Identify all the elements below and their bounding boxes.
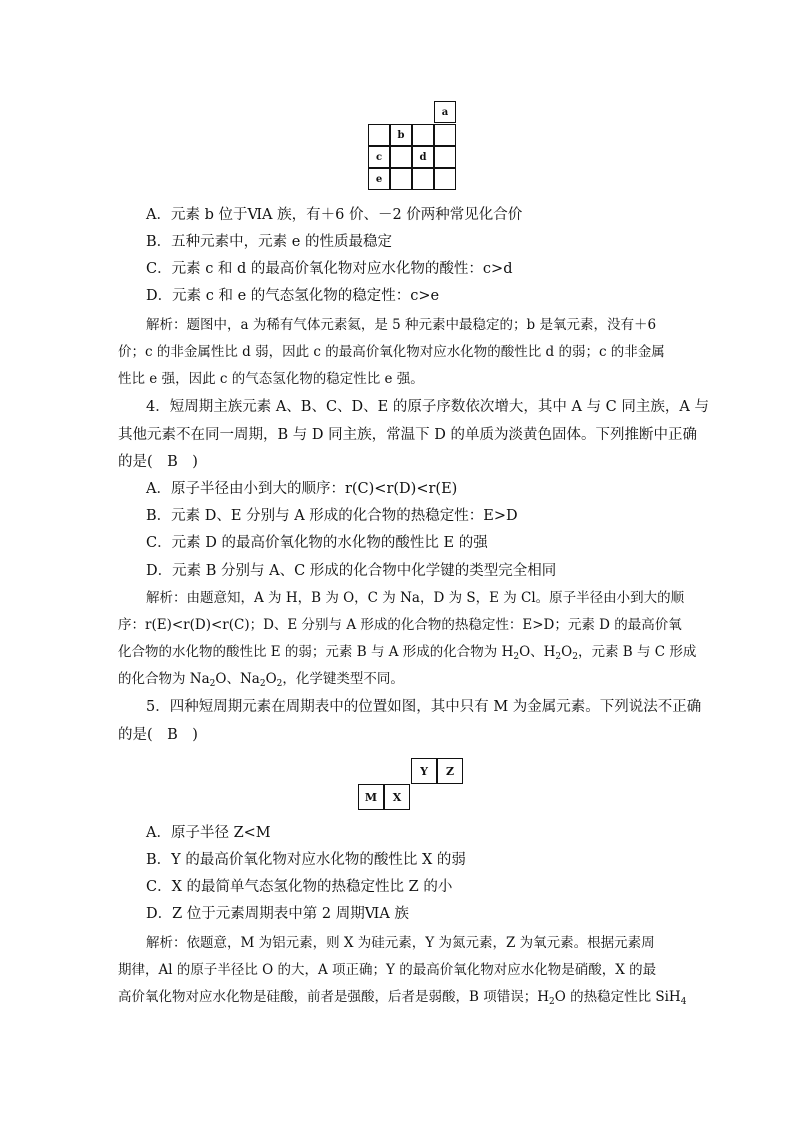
q3-option-a: A．元素 b 位于ⅥA 族，有＋6 价、－2 价两种常见化合价: [146, 207, 523, 223]
q4-explanation-line-4: 的化合物为 $Na_2O$、$Na_2O_2$，化学键类型不同。: [118, 671, 404, 689]
grid-cell-a: a: [434, 101, 456, 123]
q3-option-b: B．五种元素中，元素 e 的性质最稳定: [146, 234, 392, 250]
grid-cell-empty: [390, 146, 412, 168]
q4-stem-line-2: 其他元素不在同一周期，B 与 D 同主族，常温下 D 的单质为淡黄色固体。下列推断中正确: [118, 427, 697, 443]
grid-cell-y: Y: [411, 758, 437, 784]
q4-option-c: C．元素 D 的最高价氧化物的水化物的酸性比 E 的强: [146, 535, 488, 551]
explanation-label: 解析: [146, 590, 173, 606]
q3-option-c: C．元素 c 和 d 的最高价氧化物对应水化物的酸性：c>d: [146, 261, 513, 277]
q5-explanation-line-2: 期律，Al 的原子半径比 O 的大，A 项正确；Y 的最高价氧化物对应水化物是硝酸，X 的最: [118, 962, 657, 978]
grid-cell-x: X: [384, 784, 410, 810]
grid-cell-e: e: [368, 168, 390, 190]
q4-stem-line-1: 4．短周期主族元素 A、B、C、D、E 的原子序数依次增大，其中 A 与 C 同主族，A 与: [146, 399, 709, 415]
q5-option-c: C．X 的最简单气态氢化物的热稳定性比 Z 的小: [146, 879, 453, 895]
q4-option-d: D．元素 B 分别与 A、C 形成的化合物中化学键的类型完全相同: [146, 563, 557, 579]
grid-cell-z: Z: [437, 758, 463, 784]
q4-stem-line-3: 的是( B ): [118, 454, 198, 470]
q5-explanation-line-3: 高价氧化物对应水化物是硅酸，前者是强酸，后者是弱酸，B 项错误；$H_2O$ 的热稳定性比 SiH$_4$: [118, 989, 687, 1007]
q3-explanation-line-1: 解析：题图中，a 为稀有气体元素氦，是 5 种元素中最稳定的；b 是氧元素，没有＋6: [146, 317, 657, 333]
grid-cell-empty: [390, 168, 412, 190]
grid-cell-c: c: [368, 146, 390, 168]
q5-stem-line-2: 的是( B ): [118, 727, 198, 743]
q3-option-d: D．元素 c 和 e 的气态氢化物的稳定性：c>e: [146, 288, 440, 304]
q5-option-d: D．Z 位于元素周期表中第 2 周期ⅥA 族: [146, 906, 409, 922]
grid-cell-empty: [434, 146, 456, 168]
explanation-label: 解析: [146, 935, 173, 951]
grid-cell-empty: [412, 168, 434, 190]
q4-explanation-line-2: 序：r(E)<r(D)<r(C)；D、E 分别与 A 形成的化合物的热稳定性：E>D；元素 D 的最高价氧: [118, 617, 682, 633]
grid-cell-empty: [368, 124, 390, 146]
q5-option-a: A．原子半径 Z<M: [146, 825, 271, 841]
q3-explanation-line-3: 性比 e 强，因此 c 的气态氢化物的稳定性比 e 强。: [118, 371, 424, 387]
explanation-label: 解析: [146, 317, 173, 333]
grid-cell-b: b: [390, 124, 412, 146]
q5-option-b: B．Y 的最高价氧化物对应水化物的酸性比 X 的弱: [146, 852, 466, 868]
grid-cell-d: d: [412, 146, 434, 168]
grid-cell-empty: [434, 168, 456, 190]
grid-cell-empty: [434, 124, 456, 146]
q4-explanation-line-1: 解析：由题意知，A 为 H，B 为 O，C 为 Na，D 为 S，E 为 Cl。原子半径由小到大的顺: [146, 590, 685, 606]
grid-cell-empty: [412, 124, 434, 146]
q5-explanation-line-1: 解析：依题意，M 为铝元素，则 X 为硅元素，Y 为氮元素，Z 为氧元素。根据元素周: [146, 935, 655, 951]
q5-stem-line-1: 5．四种短周期元素在周期表中的位置如图，其中只有 M 为金属元素。下列说法不正确: [146, 699, 702, 715]
q4-option-b: B．元素 D、E 分别与 A 形成的化合物的热稳定性：E>D: [146, 508, 518, 524]
grid-cell-m: M: [358, 784, 384, 810]
q4-option-a: A．原子半径由小到大的顺序：r(C)<r(D)<r(E): [146, 481, 458, 497]
q4-explanation-line-3: 化合物的水化物的酸性比 E 的弱；元素 B 与 A 形成的化合物为 $H_2O$、$H_2O_2$，元素 B 与 C 形成: [118, 644, 697, 662]
q3-explanation-line-2: 价；c 的非金属性比 d 弱，因此 c 的最高价氧化物对应水化物的酸性比 d 的弱；c 的非金属: [118, 344, 665, 360]
